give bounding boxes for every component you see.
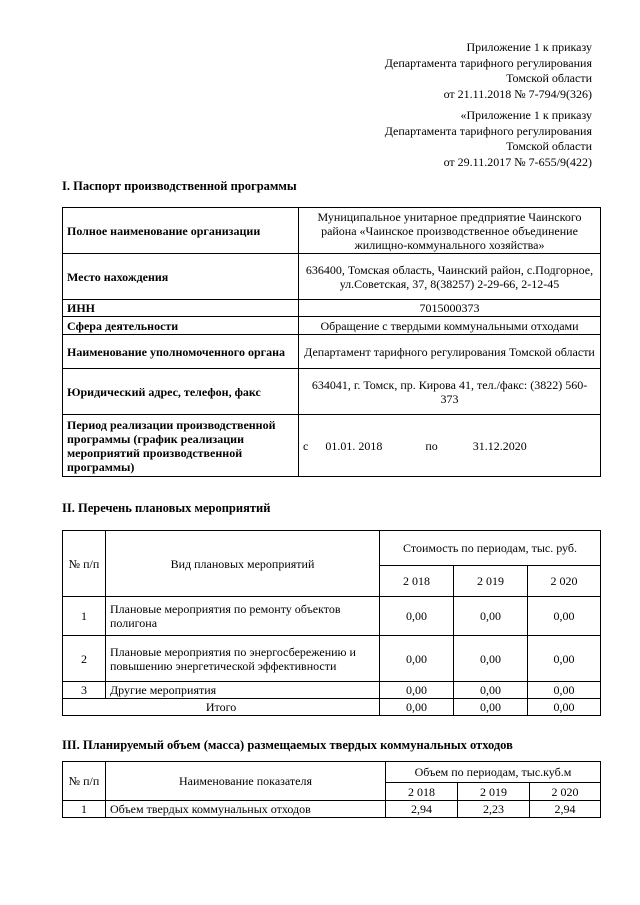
activities-table <box>62 530 601 716</box>
table-row <box>63 300 601 317</box>
table-row <box>63 597 601 636</box>
row-value: 0,00 <box>454 682 528 699</box>
table-row <box>63 317 601 335</box>
passport-label: Место нахождения <box>63 254 299 300</box>
row-value: 2,94 <box>386 801 458 818</box>
col-volume-header: Объем по периодам, тыс.куб.м <box>386 762 601 783</box>
section1-title: I. Паспорт производственной программы <box>62 179 297 193</box>
row-value: 0,00 <box>380 682 454 699</box>
passport-label: Наименование уполномоченного органа <box>63 335 299 369</box>
passport-value: 7015000373 <box>299 300 601 317</box>
col-cost-header: Стоимость по периодам, тыс. руб. <box>380 531 601 566</box>
row-value: 2,23 <box>458 801 530 818</box>
period-from: 01.01. 2018 <box>325 438 383 453</box>
table-row <box>63 415 601 477</box>
table-row <box>63 335 601 369</box>
col-num-header: № п/п <box>63 762 106 801</box>
row-num: 1 <box>63 801 106 818</box>
appendix-line: «Приложение 1 к приказу <box>460 108 592 122</box>
row-value: 0,00 <box>528 597 601 636</box>
period-from-word: с <box>303 438 309 453</box>
year-header: 2 018 <box>380 566 454 597</box>
table-header-row <box>63 531 601 566</box>
year-header: 2 020 <box>530 783 601 801</box>
table-row <box>63 369 601 415</box>
passport-label: Полное наименование организации <box>63 208 299 254</box>
year-header: 2 019 <box>454 566 528 597</box>
passport-label: Сфера деятельности <box>63 317 299 335</box>
row-value: 0,00 <box>454 597 528 636</box>
year-header: 2 019 <box>458 783 530 801</box>
passport-label: ИНН <box>63 300 299 317</box>
row-num: 2 <box>63 636 106 682</box>
appendix-line: Департамента тарифного регулирования <box>384 55 592 70</box>
col-name-header: Наименование показателя <box>106 762 386 801</box>
passport-label: Юридический адрес, телефон, факс <box>63 369 299 415</box>
waste-volume-table <box>62 761 601 818</box>
row-name: Плановые мероприятия по ремонту объектов полигона <box>106 597 380 636</box>
appendix-line: Приложение 1 к приказу <box>466 40 592 54</box>
period-value <box>299 415 601 477</box>
passport-value: 634041, г. Томск, пр. Кирова 41, тел./факс: (3822) 560-373 <box>299 369 601 415</box>
year-header: 2 018 <box>386 783 458 801</box>
table-row <box>63 801 601 818</box>
section3-title: III. Планируемый объем (масса) размещаемых твердых коммунальных отходов <box>62 738 513 752</box>
passport-label: Период реализации производственной программы (график реализации мероприятий производственной программы) <box>63 415 299 477</box>
passport-value: 636400, Томская область, Чаинский район, с.Подгорное, ул.Советская, 37, 8(38257) 2-29-66, 2-12-45 <box>299 254 601 300</box>
appendix-header-current <box>385 40 592 102</box>
table-header-row <box>63 762 601 783</box>
passport-value: Муниципальное унитарное предприятие Чаинского района «Чаинское производственное объединение жилищно-коммунального хозяйства» <box>299 208 601 254</box>
appendix-line: Департамента тарифного регулирования <box>384 123 592 138</box>
passport-value: Департамент тарифного регулирования Томской области <box>299 335 601 369</box>
appendix-line: Томской области <box>506 71 592 85</box>
year-header: 2 020 <box>528 566 601 597</box>
total-value: 0,00 <box>380 699 454 716</box>
row-name: Плановые мероприятия по энергосбережению и повышению энергетической эффективности <box>106 636 380 682</box>
period-to-word: по <box>425 438 438 453</box>
col-name-header: Вид плановых мероприятий <box>106 531 380 597</box>
total-label: Итого <box>63 699 380 716</box>
table-row <box>63 636 601 682</box>
row-value: 0,00 <box>454 636 528 682</box>
appendix-line: Томской области <box>506 139 592 153</box>
table-row <box>63 682 601 699</box>
passport-value: Обращение с твердыми коммунальными отходами <box>299 317 601 335</box>
row-value: 0,00 <box>528 636 601 682</box>
section2-title: II. Перечень плановых мероприятий <box>62 501 271 515</box>
appendix-line: от 29.11.2017 № 7-655/9(422) <box>443 154 592 169</box>
row-num: 1 <box>63 597 106 636</box>
total-value: 0,00 <box>454 699 528 716</box>
table-row <box>63 254 601 300</box>
passport-table <box>62 207 601 477</box>
row-value: 0,00 <box>528 682 601 699</box>
col-num-header: № п/п <box>63 531 106 597</box>
appendix-header-previous <box>385 108 592 170</box>
row-num: 3 <box>63 682 106 699</box>
total-value: 0,00 <box>528 699 601 716</box>
row-name: Другие мероприятия <box>106 682 380 699</box>
row-value: 0,00 <box>380 636 454 682</box>
row-name: Объем твердых коммунальных отходов <box>106 801 386 818</box>
appendix-line: от 21.11.2018 № 7-794/9(326) <box>443 86 592 101</box>
table-row <box>63 208 601 254</box>
row-value: 2,94 <box>530 801 601 818</box>
table-total-row <box>63 699 601 716</box>
row-value: 0,00 <box>380 597 454 636</box>
period-to: 31.12.2020 <box>472 438 527 453</box>
